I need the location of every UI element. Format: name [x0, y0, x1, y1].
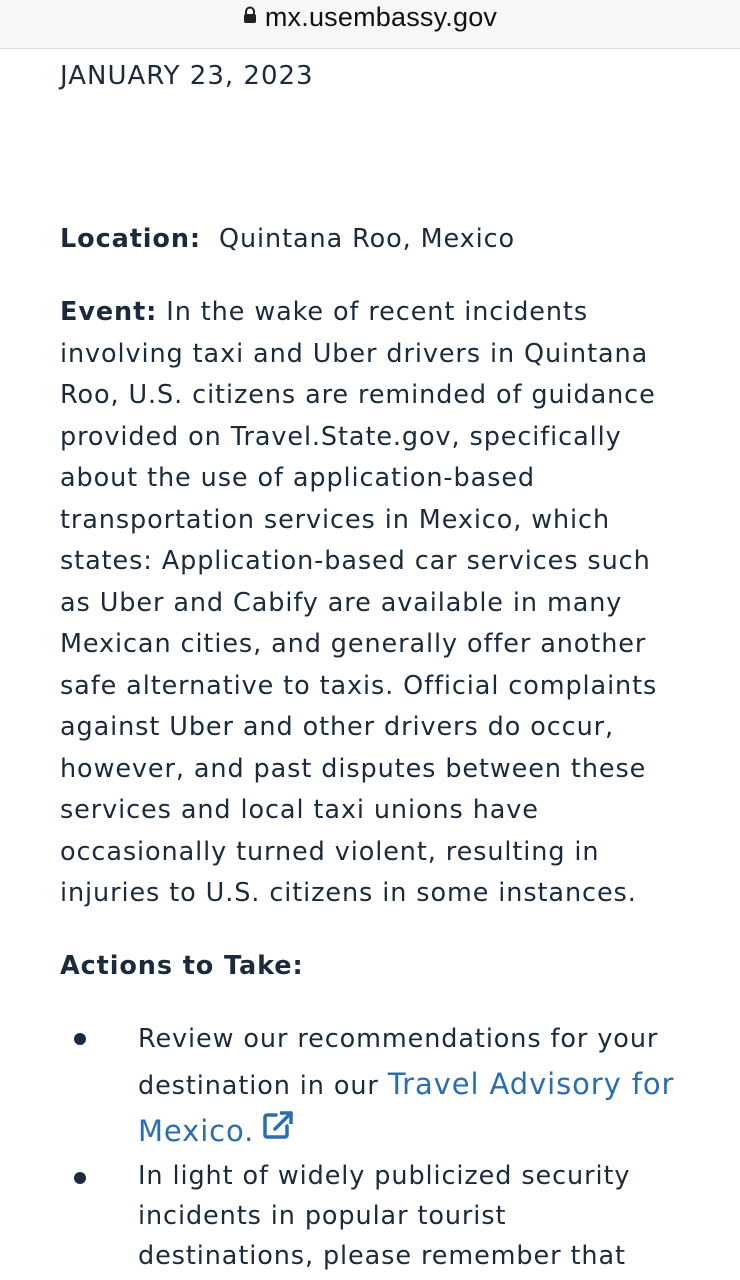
action-text: In light of widely publicized security incidents in popular tourist destinations, please remember that [138, 1161, 631, 1271]
location-value: Quintana Roo, Mexico [219, 224, 516, 254]
location-line [60, 219, 670, 261]
actions-heading [60, 946, 670, 988]
url-text: mx.usembassy.gov [264, 2, 498, 32]
lock-icon [243, 0, 257, 31]
bullet-icon [74, 1033, 86, 1045]
bullet-icon [74, 1172, 86, 1184]
url-display[interactable] [0, 2, 740, 34]
event-label: Event: [60, 297, 158, 327]
list-item [0, 1156, 678, 1276]
external-link-icon[interactable] [262, 1108, 294, 1153]
travel-advisory-link-text[interactable]: Travel Advisory for Mexico. [138, 1067, 675, 1148]
event-text: In the wake of recent incidents involving taxi and Uber drivers in Quintana Roo, U.S. citizens are reminded of guidance provided on Travel.State.gov, specifically about the use of application-based transportation services in Mexico, which states: Application-based car services such as Uber and Cabify are available in many Mexican cities, and generally offer another safe alternative to taxis. Official complaints against Uber and other drivers do occur, however, and past disputes between these services and local taxi unions have occasionally turned violent, resulting in injuries to U.S. citizens in some instances. [60, 297, 658, 908]
actions-list [0, 1017, 740, 1276]
browser-url-bar[interactable] [0, 0, 740, 49]
list-item [0, 1017, 678, 1156]
article-date: JANUARY 23, 2023 [60, 61, 314, 91]
page-content [0, 49, 740, 1280]
actions-heading-text: Actions to Take: [60, 951, 304, 981]
location-label: Location: [60, 224, 201, 254]
action-text: Review our recommendations for your destination in our [138, 1024, 659, 1101]
event-paragraph [60, 292, 670, 915]
